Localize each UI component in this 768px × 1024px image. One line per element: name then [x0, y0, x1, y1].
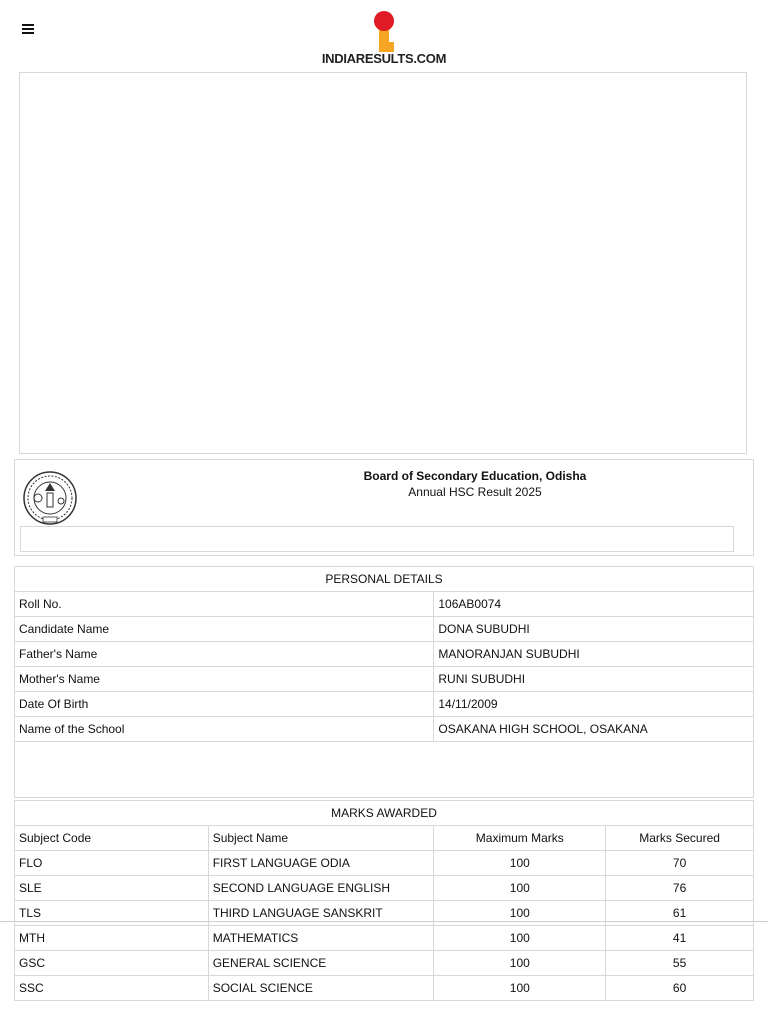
subject-name: GENERAL SCIENCE [208, 951, 434, 976]
table-row [15, 851, 754, 876]
column-header: Marks Secured [606, 826, 754, 851]
site-logo[interactable] [0, 8, 768, 66]
subject-code: TLS [15, 901, 209, 926]
personal-details-heading: PERSONAL DETAILS [15, 567, 754, 592]
table-row [15, 951, 754, 976]
table-row [15, 617, 754, 642]
subject-name: SECOND LANGUAGE ENGLISH [208, 876, 434, 901]
max-marks: 100 [434, 976, 606, 1001]
table-header-row [15, 567, 754, 592]
subject-name: THIRD LANGUAGE SANSKRIT [208, 901, 434, 926]
board-header [14, 459, 754, 556]
logo-icon [373, 10, 395, 52]
row-value: 14/11/2009 [434, 692, 754, 717]
site-header [0, 0, 768, 68]
marks-secured: 60 [606, 976, 754, 1001]
subject-code: SSC [15, 976, 209, 1001]
table-row [15, 976, 754, 1001]
table-row [15, 692, 754, 717]
subject-name: SOCIAL SCIENCE [208, 976, 434, 1001]
subject-name: FIRST LANGUAGE ODIA [208, 851, 434, 876]
max-marks: 100 [434, 876, 606, 901]
table-spacer-row [15, 742, 754, 798]
row-value: MANORANJAN SUBUDHI [434, 642, 754, 667]
marks-table [14, 800, 754, 1001]
marks-secured: 41 [606, 926, 754, 951]
marks-secured: 70 [606, 851, 754, 876]
row-label: Candidate Name [15, 617, 434, 642]
column-header: Subject Name [208, 826, 434, 851]
max-marks: 100 [434, 926, 606, 951]
marks-secured: 55 [606, 951, 754, 976]
table-header-row [15, 801, 754, 826]
subject-code: SLE [15, 876, 209, 901]
board-inner-bar [20, 526, 734, 552]
board-title: Board of Secondary Education, Odisha [363, 469, 587, 483]
row-label: Mother's Name [15, 667, 434, 692]
exam-title: Annual HSC Result 2025 [408, 485, 542, 499]
table-row [15, 876, 754, 901]
row-value: 106AB0074 [434, 592, 754, 617]
ad-placeholder [19, 72, 747, 454]
table-row [15, 642, 754, 667]
marks-secured: 61 [606, 901, 754, 926]
table-row [15, 926, 754, 951]
column-header-row [15, 826, 754, 851]
board-seal-icon [23, 469, 77, 527]
max-marks: 100 [434, 901, 606, 926]
marks-heading: MARKS AWARDED [15, 801, 754, 826]
row-value: DONA SUBUDHI [434, 617, 754, 642]
empty-cell [15, 742, 754, 798]
row-label: Roll No. [15, 592, 434, 617]
table-row [15, 667, 754, 692]
subject-name: MATHEMATICS [208, 926, 434, 951]
personal-details-table [14, 566, 754, 798]
subject-code: MTH [15, 926, 209, 951]
subject-code: FLO [15, 851, 209, 876]
logo-text: INDIARESULTS.COM [321, 51, 447, 66]
row-label: Father's Name [15, 642, 434, 667]
row-label: Date Of Birth [15, 692, 434, 717]
marks-secured: 76 [606, 876, 754, 901]
table-row [15, 592, 754, 617]
subject-code: GSC [15, 951, 209, 976]
column-header: Maximum Marks [434, 826, 606, 851]
max-marks: 100 [434, 851, 606, 876]
page-divider [0, 921, 768, 922]
row-label: Name of the School [15, 717, 434, 742]
column-header: Subject Code [15, 826, 209, 851]
table-row [15, 717, 754, 742]
max-marks: 100 [434, 951, 606, 976]
row-value: OSAKANA HIGH SCHOOL, OSAKANA [434, 717, 754, 742]
row-value: RUNI SUBUDHI [434, 667, 754, 692]
